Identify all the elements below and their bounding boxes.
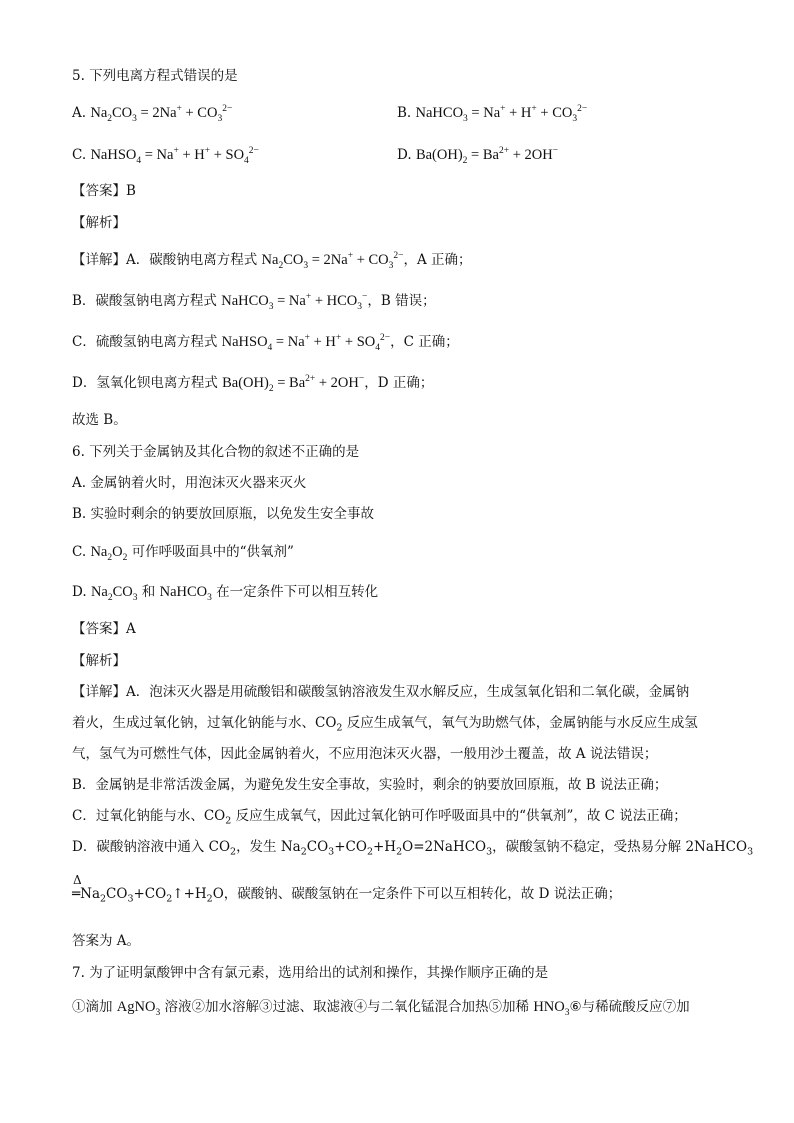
- q5-analysis-heading: 【解析】: [72, 215, 126, 231]
- q5-option-b: [397, 103, 587, 123]
- q6-detail-d: D．碳酸钠溶液中通入 $CO_2$，发生 $Na_2CO_3+CO_2+H_2O=2NaHCO_3$，碳酸氢钠不稳定，受热易分解 2NaHCO$_3$: [72, 839, 754, 858]
- q6-analysis-heading: 【解析】: [72, 653, 126, 669]
- q5-option-a-formula: $Na_2CO_3 = 2Na^+ + CO_3^{2-}$: [90, 104, 233, 124]
- q5-option-d: [397, 145, 558, 165]
- q5-option-b-formula: NaHCO$_3$ = $Na^+ + H^+ + CO_3^{2-}$: [415, 104, 588, 124]
- q5-option-a: [72, 103, 232, 123]
- q7-operations: ①滴加 AgNO$_3$ 溶液②加水溶解③过滤、取滤液④与二氧化锰混合加热⑤加稀 $HNO_3⑥$与稀硫酸反应⑦加: [72, 999, 690, 1018]
- q5-detail-c: C．硫酸氢钠电离方程式 NaHSO$_4$ = $Na^+ + H^+ + SO_4^{2-}$，C 正确；: [72, 333, 459, 353]
- q6-option-a: A. 金属钠着火时，用泡沫灭火器来灭火: [72, 475, 307, 491]
- q5-detail-b: B．碳酸氢钠电离方程式 NaHCO$_3$ = $Na^+ + HCO_3^-$，B 错误；: [72, 292, 436, 312]
- q6-detail-d-cont: $═Na_2CO_3+CO_2↑+H_2O$，碳酸钠、碳酸氢钠在一定条件下可以互相转化，故 D 说法正确；: [72, 886, 622, 905]
- q6-option-d: D. $Na_2CO_3$ 和 NaHCO$_3$ 在一定条件下可以相互转化: [72, 584, 379, 603]
- q5-option-c-formula: NaHSO$_4$ = $Na^+ + H^+ + SO_4^{2-}$: [90, 146, 259, 166]
- q5-option-a-label: A.: [72, 105, 87, 121]
- q6-answer: 【答案】A: [72, 621, 136, 637]
- q6-detail-a-cont1: 着火，生成过氧化钠，过氧化钠能与水、$CO_2$ 反应生成氧气，氧气为助燃气体，金属钠能与水反应生成氢: [72, 715, 698, 734]
- q6-detail-a: 【详解】A．泡沫灭火器是用硫酸铝和碳酸氢钠溶液发生双水解反应，生成氢氧化铝和二氧化碳，金属钠: [72, 684, 690, 700]
- q5-detail-d: D．氢氧化钡电离方程式 $Ba(OH)_2 = Ba^{2+} + 2OH^-$，D 正确；: [72, 374, 434, 394]
- q6-stem: 6. 下列关于金属钠及其化合物的叙述不正确的是: [72, 444, 360, 460]
- q5-option-b-label: B.: [397, 105, 412, 121]
- q6-detail-a-cont2: 气，氢气为可燃性气体，因此金属钠着火，不应用泡沫灭火器，一般用沙土覆盖，故 A 说法错误；: [72, 746, 658, 762]
- q6-detail-b: B．金属钠是非常活泼金属，为避免发生安全事故，实验时，剩余的钠要放回原瓶，故 B 说法正确；: [72, 777, 668, 793]
- q5-detail-a: 【详解】A．碳酸钠电离方程式 $Na_2CO_3 = 2Na^+ + CO_3^{2-}$，A 正确；: [72, 251, 472, 271]
- q6-option-c: C. $Na_2O_2$ 可作呼吸面具中的“供氧剂”: [72, 544, 294, 563]
- q7-stem: 7. 为了证明氯酸钾中含有氯元素，选用给出的试剂和操作，其操作顺序正确的是: [72, 965, 549, 981]
- q5-option-d-label: D.: [397, 147, 412, 163]
- q5-answer: 【答案】B: [72, 183, 136, 199]
- q5-stem: 5. 下列电离方程式错误的是: [72, 68, 238, 84]
- heat-symbol: Δ: [73, 873, 82, 887]
- q5-option-c-label: C.: [72, 147, 87, 163]
- q6-conclusion: 答案为 A。: [72, 933, 141, 949]
- q5-option-c: [72, 145, 259, 165]
- q6-option-b: B. 实验时剩余的钠要放回原瓶，以免发生安全事故: [72, 506, 375, 522]
- q6-detail-c: C．过氧化钠能与水、$CO_2$ 反应生成氧气，因此过氧化钠可作呼吸面具中的“供氧剂”，故 C 说法正确；: [72, 808, 687, 827]
- q5-option-d-formula: $Ba(OH)_2 = Ba^{2+} + 2OH^-$: [415, 146, 559, 166]
- q5-conclusion: 故选 B。: [72, 412, 127, 428]
